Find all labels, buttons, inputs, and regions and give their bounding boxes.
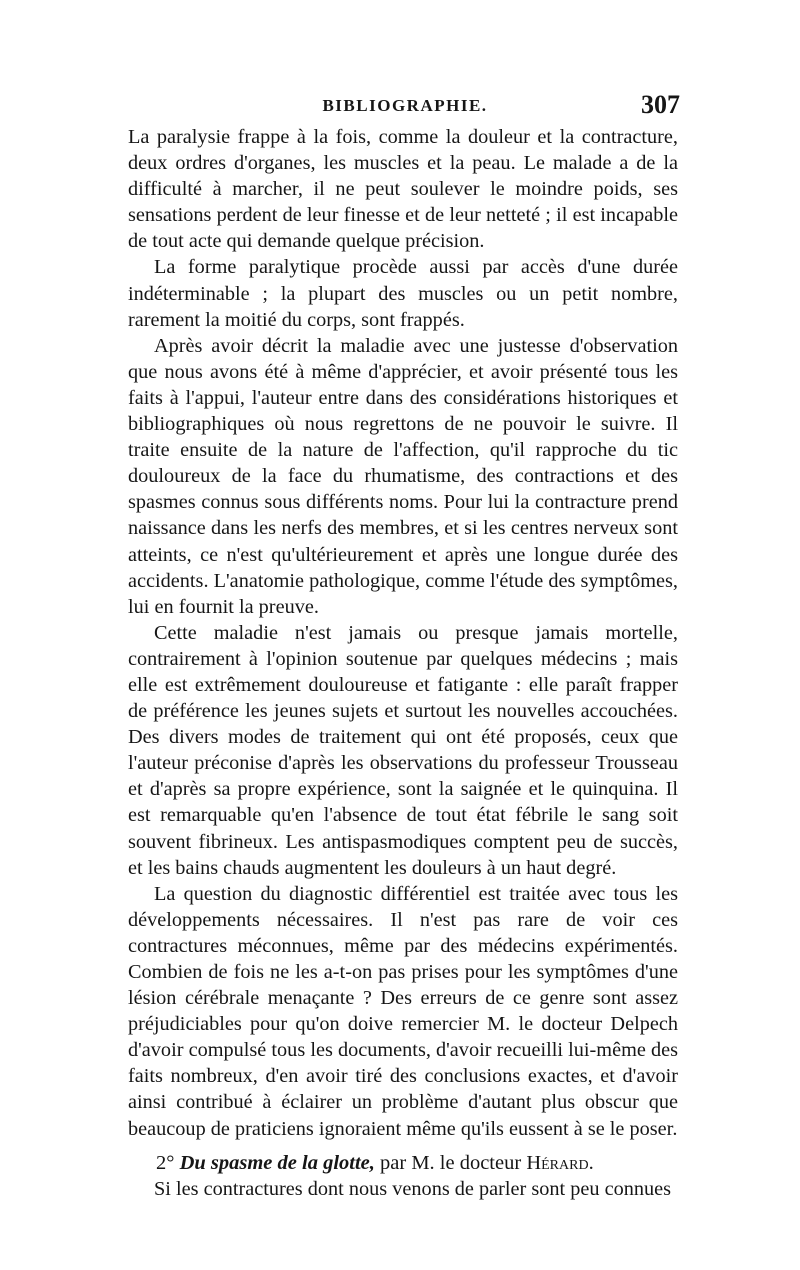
paragraph-3: Après avoir décrit la maladie avec une justesse d'observation que nous avons été à même d'apprécier, et avoir présenté tous les faits à l'appui, l'auteur entre dans des considérations historiques et bibliographiques où nous regrettons de ne pouvoir le suivre. Il traite ensuite de la nature de l'affection, qu'il rapproche du tic douloureux de la face du rhumatisme, des contractions et des spasmes connus sous différents noms. Pour lui la contracture prend naissance dans les nerfs des membres, et si les centres nerveux sont atteints, ce n'est qu'ultérieurement et après une longue durée des accidents. L'anatomie pathologique, comme l'étude des symptômes, lui en fournit la preuve. — [128, 334, 678, 618]
paragraph-1: La paralysie frappe à la fois, comme la douleur et la contracture, deux ordres d'organes, les muscles et la peau. Le malade a de la difficulté à marcher, il ne peut soulever le moindre poids, ses sensations perdent de leur finesse et de leur netteté ; il est incapable de tout acte qui demande quelque précision. — [128, 126, 678, 253]
page-number: 307 — [641, 90, 680, 119]
paragraph-4: Cette maladie n'est jamais ou presque jamais mortelle, contrairement à l'opinion soutenue par quelques médecins ; mais elle est extrêmement douloureuse et fatigante : elle paraît frapper de préférence les jeunes sujets et surtout les nouvelles accouchées. Des divers modes de traitement qui ont été proposés, ceux que l'auteur préconise d'après les observations du professeur Trousseau et d'après sa propre expérience, sont la saignée et le quinquina. Il est remarquable qu'en l'absence de tout état fébrile le sang soit souvent fibrineux. Les antispasmodiques comptent peu de succès, et les bains chauds augmentent les douleurs à un haut degré. — [128, 621, 678, 879]
header-title: BIBLIOGRAPHIE. — [322, 96, 488, 115]
running-header — [130, 92, 680, 126]
section-subheading — [128, 1150, 678, 1176]
paragraph-6-start: Si les contractures dont nous venons de parler sont peu connues — [154, 1177, 672, 1200]
subheading-author: Hérard. — [526, 1151, 594, 1174]
subheading-by: par M. le docteur — [380, 1151, 522, 1174]
paragraph-5: La question du diagnostic différentiel est traitée avec tous les développements nécessaires. Il n'est pas rare de voir ces contractures méconnues, même par des médecins expérimentés. Combien de fois ne les a-t-on pas prises pour les symptômes d'une lésion cérébrale menaçante ? Des erreurs de ce genre sont assez préjudiciables pour qu'on doive remercier M. le docteur Delpech d'avoir compulsé tous les documents, d'avoir recueilli lui-même des faits nombreux, d'en avoir tiré des conclusions exactes, et d'avoir ainsi contribué à éclairer un problème d'autant plus obscur que beaucoup de praticiens ignoraient même qu'ils eussent à se le poser. — [128, 882, 678, 1140]
subheading-title: Du spasme de la glotte, — [179, 1151, 375, 1174]
subheading-number: 2° — [156, 1151, 175, 1174]
paragraph-2: La forme paralytique procède aussi par accès d'une durée indéterminable ; la plupart des muscles ou un petit nombre, rarement la moitié du corps, sont frappés. — [128, 256, 678, 331]
body-text — [128, 124, 678, 1202]
